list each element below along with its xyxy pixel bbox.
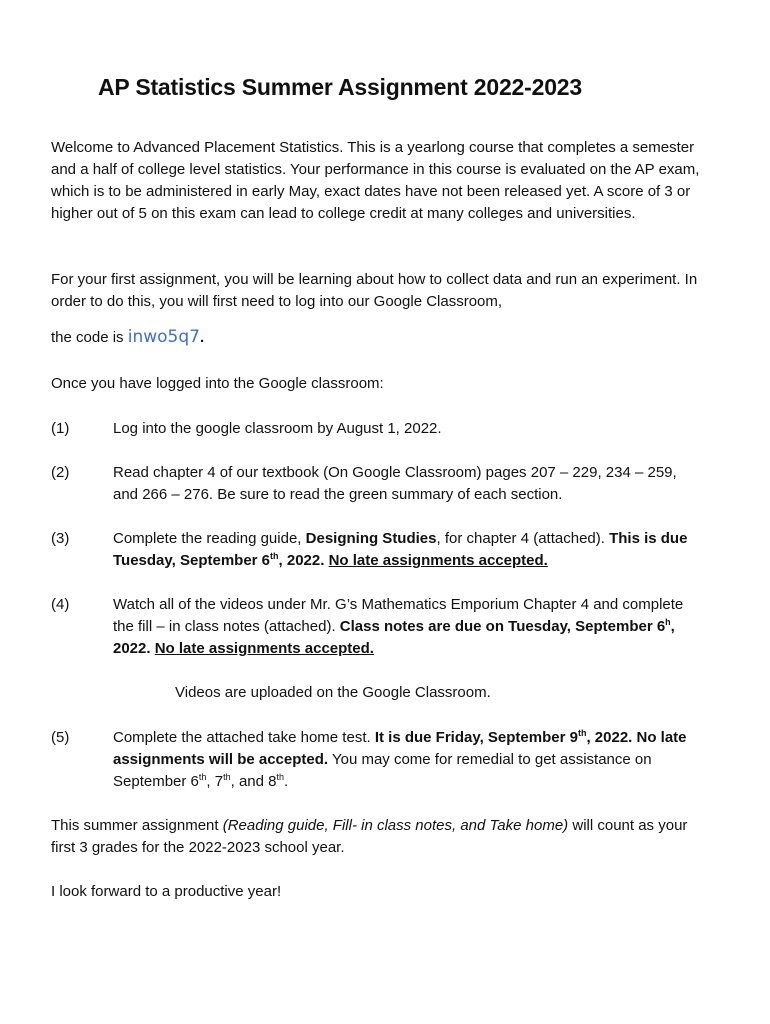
class-code-suffix: . — [199, 329, 205, 346]
class-code-prefix: the code is — [51, 329, 128, 346]
item-text-part: Complete the reading guide, — [113, 530, 306, 547]
due-date-year: , 2022. No late assignments will be accepted. — [113, 729, 687, 768]
item-text — [113, 594, 693, 660]
due-date-year: , 2022. — [113, 618, 675, 657]
closing-italic: (Reading guide, Fill- in class notes, and Take home) — [222, 817, 569, 834]
due-date-suffix: th — [577, 728, 587, 738]
item-text-part: You may come for remedial to get assistance on September 6 — [113, 751, 652, 790]
due-date: It is due Friday, September 9 — [374, 729, 578, 746]
date-suffix: th — [223, 772, 231, 782]
item-text: Log into the google classroom by August 1, 2022. — [113, 420, 442, 437]
item-text-part: Watch all of the videos under Mr. G’s Mathematics Emporium Chapter 4 and complete the fill – in class notes (attached). — [113, 596, 684, 635]
item-number: (2) — [51, 464, 70, 481]
logged-in-line: Once you have logged into the Google classroom: — [51, 375, 384, 392]
videos-note: Videos are uploaded on the Google Classroom. — [175, 684, 491, 701]
no-late-notice: No late assignments accepted. — [328, 552, 548, 569]
reading-guide-title: Designing Studies — [305, 530, 437, 547]
first-assignment-paragraph — [51, 269, 711, 313]
first-assignment-text: For your first assignment, you will be learning about how to collect data and run an experiment. In order to do this, you will first need to log into our Google Classroom, — [51, 271, 698, 310]
due-date: Class notes are due on Tuesday, September 6 — [339, 618, 666, 635]
due-date-suffix: th — [270, 551, 279, 561]
due-date-year: , 2022. — [278, 552, 329, 569]
item-text-part: , for chapter 4 (attached). — [436, 530, 610, 547]
intro-paragraph: Welcome to Advanced Placement Statistics. This is a yearlong course that completes a semester and a half of college level statistics. Your performance in this course is evaluated on the AP exam, which is to be administered in early May, exact dates have not been released yet. A score of 3 or higher out of 5 on this exam can lead to college credit at many colleges and universities. — [51, 139, 700, 222]
item-text-part: Complete the attached take home test. — [113, 729, 375, 746]
class-code: inwo5q7 — [127, 327, 200, 347]
item-text — [113, 528, 711, 572]
closing-text: will count as your first 3 grades for the 2022-2023 school year. — [51, 817, 688, 856]
no-late-notice: No late assignments accepted. — [154, 640, 374, 657]
date-suffix: th — [198, 772, 207, 782]
document-title: AP Statistics Summer Assignment 2022-2023 — [98, 74, 582, 100]
date-suffix: th — [276, 772, 284, 782]
item-text-part: , and 8 — [230, 773, 277, 790]
item-text-part: , 7 — [206, 773, 224, 790]
item-text — [113, 727, 693, 793]
signoff: I look forward to a productive year! — [51, 883, 282, 900]
due-date-suffix: h — [665, 617, 671, 627]
item-text: Read chapter 4 of our textbook (On Google Classroom) pages 207 – 229, 234 – 259, and 266 – 276. Be sure to read the green summary of each section. — [113, 464, 677, 503]
closing-paragraph — [51, 815, 711, 859]
item-number: (5) — [51, 729, 70, 746]
due-date: This is due Tuesday, September 6 — [113, 530, 688, 569]
item-number: (4) — [51, 596, 70, 613]
closing-text: This summer assignment — [51, 817, 223, 834]
item-number: (3) — [51, 530, 70, 547]
item-number: (1) — [51, 420, 70, 437]
class-code-line — [51, 326, 711, 349]
item-text-part: . — [284, 773, 289, 790]
